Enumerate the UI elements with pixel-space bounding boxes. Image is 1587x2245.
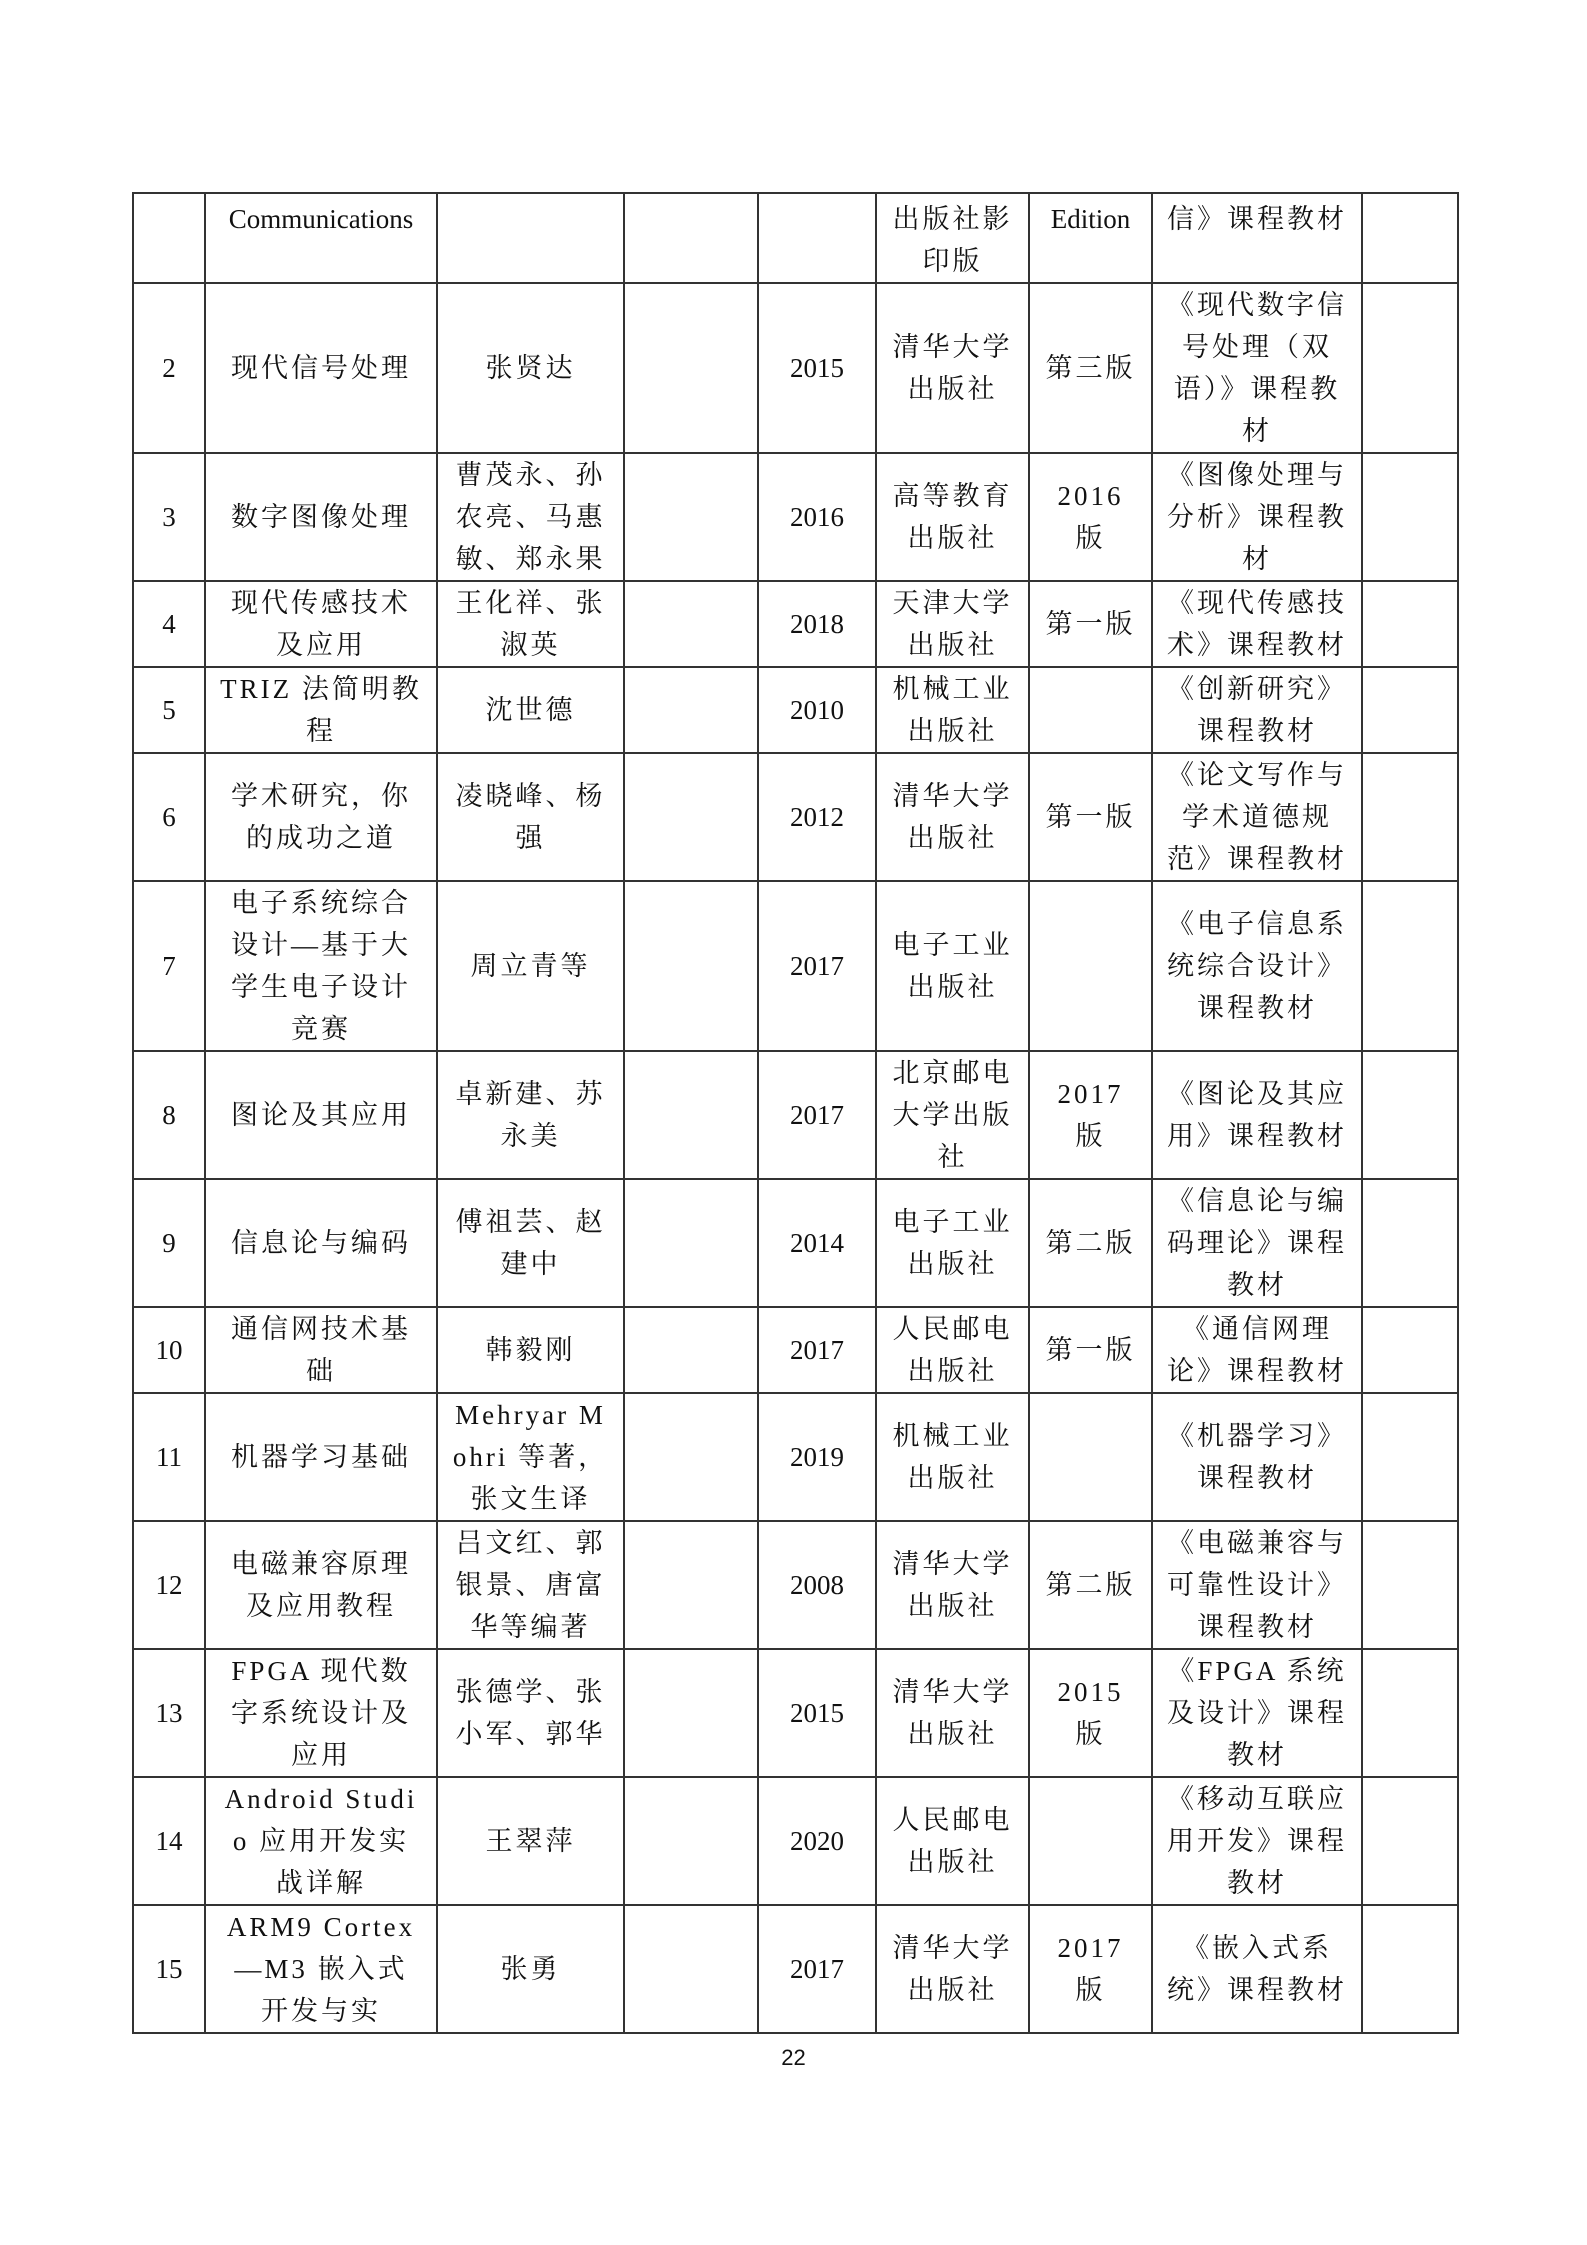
cell-isbn — [624, 1649, 758, 1777]
cell-course: 《图论及其应用》课程教材 — [1152, 1051, 1362, 1179]
cell-author: 沈世德 — [437, 667, 624, 753]
cell-year: 2010 — [758, 667, 876, 753]
cell-course: 《信息论与编码理论》课程教材 — [1152, 1179, 1362, 1307]
cell-year — [758, 193, 876, 283]
cell-isbn — [624, 1307, 758, 1393]
cell-publisher: 清华大学出版社 — [876, 753, 1029, 881]
cell-year: 2012 — [758, 753, 876, 881]
cell-edition: 第一版 — [1029, 753, 1152, 881]
cell-course: 《电子信息系统综合设计》课程教材 — [1152, 881, 1362, 1051]
cell-remark — [1362, 1051, 1458, 1179]
cell-publisher: 天津大学出版社 — [876, 581, 1029, 667]
cell-course: 《电磁兼容与可靠性设计》课程教材 — [1152, 1521, 1362, 1649]
table-row-continued — [133, 193, 1458, 283]
cell-title: 现代信号处理 — [205, 283, 437, 453]
cell-publisher: 清华大学出版社 — [876, 283, 1029, 453]
cell-isbn — [624, 1521, 758, 1649]
cell-no: 2 — [133, 283, 205, 453]
cell-no: 15 — [133, 1905, 205, 2033]
cell-author: 凌晓峰、杨强 — [437, 753, 624, 881]
cell-title: 电子系统综合设计—基于大学生电子设计竞赛 — [205, 881, 437, 1051]
cell-course: 《创新研究》课程教材 — [1152, 667, 1362, 753]
cell-year: 2017 — [758, 1905, 876, 2033]
cell-course: 信》课程教材 — [1152, 193, 1362, 283]
textbook-table — [132, 192, 1459, 2034]
cell-edition: 第一版 — [1029, 1307, 1152, 1393]
cell-title: 机器学习基础 — [205, 1393, 437, 1521]
cell-no: 13 — [133, 1649, 205, 1777]
cell-no: 10 — [133, 1307, 205, 1393]
table-row — [133, 581, 1458, 667]
cell-isbn — [624, 581, 758, 667]
cell-publisher: 清华大学出版社 — [876, 1521, 1029, 1649]
cell-edition: Edition — [1029, 193, 1152, 283]
cell-remark — [1362, 667, 1458, 753]
cell-edition — [1029, 1393, 1152, 1521]
cell-no: 14 — [133, 1777, 205, 1905]
cell-publisher: 人民邮电出版社 — [876, 1307, 1029, 1393]
cell-year: 2014 — [758, 1179, 876, 1307]
cell-no: 7 — [133, 881, 205, 1051]
cell-no: 6 — [133, 753, 205, 881]
cell-remark — [1362, 1905, 1458, 2033]
cell-publisher: 电子工业出版社 — [876, 881, 1029, 1051]
cell-remark — [1362, 1649, 1458, 1777]
cell-no: 5 — [133, 667, 205, 753]
cell-isbn — [624, 1051, 758, 1179]
cell-title: 电磁兼容原理及应用教程 — [205, 1521, 437, 1649]
cell-course: 《现代数字信号处理（双语）》课程教材 — [1152, 283, 1362, 453]
cell-isbn — [624, 1179, 758, 1307]
cell-remark — [1362, 1393, 1458, 1521]
cell-course: 《机器学习》课程教材 — [1152, 1393, 1362, 1521]
cell-publisher: 高等教育出版社 — [876, 453, 1029, 581]
cell-remark — [1362, 193, 1458, 283]
cell-title: Communications — [205, 193, 437, 283]
cell-no: 8 — [133, 1051, 205, 1179]
table-row — [133, 1393, 1458, 1521]
cell-remark — [1362, 1777, 1458, 1905]
cell-author: 王化祥、张淑英 — [437, 581, 624, 667]
table-row — [133, 1649, 1458, 1777]
cell-title: FPGA 现代数字系统设计及应用 — [205, 1649, 437, 1777]
cell-publisher: 出版社影印版 — [876, 193, 1029, 283]
cell-isbn — [624, 193, 758, 283]
cell-publisher: 机械工业出版社 — [876, 667, 1029, 753]
table-row — [133, 453, 1458, 581]
table-row — [133, 1179, 1458, 1307]
cell-author: 张贤达 — [437, 283, 624, 453]
cell-title: 现代传感技术及应用 — [205, 581, 437, 667]
cell-title: ARM9 Cortex—M3 嵌入式开发与实 — [205, 1905, 437, 2033]
cell-publisher: 清华大学出版社 — [876, 1905, 1029, 2033]
cell-title: 通信网技术基础 — [205, 1307, 437, 1393]
cell-author: 韩毅刚 — [437, 1307, 624, 1393]
cell-remark — [1362, 1307, 1458, 1393]
cell-author: 张德学、张小军、郭华 — [437, 1649, 624, 1777]
cell-no: 11 — [133, 1393, 205, 1521]
cell-title: 信息论与编码 — [205, 1179, 437, 1307]
table-row — [133, 667, 1458, 753]
table-body — [133, 193, 1458, 2033]
cell-edition — [1029, 881, 1152, 1051]
cell-isbn — [624, 453, 758, 581]
table-row — [133, 753, 1458, 881]
table-row — [133, 1307, 1458, 1393]
table-row — [133, 1521, 1458, 1649]
cell-publisher: 人民邮电出版社 — [876, 1777, 1029, 1905]
cell-author: 张勇 — [437, 1905, 624, 2033]
cell-author: Mehryar Mohri 等著，张文生译 — [437, 1393, 624, 1521]
cell-course: 《论文写作与学术道德规范》课程教材 — [1152, 753, 1362, 881]
cell-edition — [1029, 1777, 1152, 1905]
cell-edition: 2017 版 — [1029, 1905, 1152, 2033]
cell-isbn — [624, 881, 758, 1051]
cell-no: 3 — [133, 453, 205, 581]
cell-isbn — [624, 283, 758, 453]
cell-edition: 2017 版 — [1029, 1051, 1152, 1179]
cell-course: 《通信网理论》课程教材 — [1152, 1307, 1362, 1393]
cell-title: 数字图像处理 — [205, 453, 437, 581]
cell-author: 王翠萍 — [437, 1777, 624, 1905]
cell-isbn — [624, 753, 758, 881]
cell-course: 《FPGA 系统及设计》课程教材 — [1152, 1649, 1362, 1777]
cell-year: 2017 — [758, 881, 876, 1051]
cell-no: 9 — [133, 1179, 205, 1307]
cell-edition: 2015 版 — [1029, 1649, 1152, 1777]
table-row — [133, 881, 1458, 1051]
cell-course: 《嵌入式系统》课程教材 — [1152, 1905, 1362, 2033]
cell-publisher: 清华大学出版社 — [876, 1649, 1029, 1777]
cell-title: TRIZ 法简明教程 — [205, 667, 437, 753]
table-row — [133, 1777, 1458, 1905]
cell-remark — [1362, 1179, 1458, 1307]
cell-edition: 2016 版 — [1029, 453, 1152, 581]
cell-author: 曹茂永、孙农亮、马惠敏、郑永果 — [437, 453, 624, 581]
table-row — [133, 1905, 1458, 2033]
cell-isbn — [624, 1777, 758, 1905]
cell-isbn — [624, 1393, 758, 1521]
cell-remark — [1362, 283, 1458, 453]
cell-title: Android Studio 应用开发实战详解 — [205, 1777, 437, 1905]
cell-no: 4 — [133, 581, 205, 667]
cell-year: 2018 — [758, 581, 876, 667]
cell-year: 2017 — [758, 1051, 876, 1179]
cell-isbn — [624, 1905, 758, 2033]
cell-title: 图论及其应用 — [205, 1051, 437, 1179]
cell-year: 2016 — [758, 453, 876, 581]
cell-edition: 第一版 — [1029, 581, 1152, 667]
cell-author: 卓新建、苏永美 — [437, 1051, 624, 1179]
cell-edition: 第三版 — [1029, 283, 1152, 453]
cell-no: 12 — [133, 1521, 205, 1649]
cell-remark — [1362, 581, 1458, 667]
table-row — [133, 1051, 1458, 1179]
cell-year: 2019 — [758, 1393, 876, 1521]
page-number: 22 — [781, 2045, 806, 2070]
cell-remark — [1362, 453, 1458, 581]
cell-year: 2015 — [758, 283, 876, 453]
cell-edition: 第二版 — [1029, 1521, 1152, 1649]
cell-course: 《图像处理与分析》课程教材 — [1152, 453, 1362, 581]
cell-remark — [1362, 1521, 1458, 1649]
cell-year: 2015 — [758, 1649, 876, 1777]
cell-author: 傅祖芸、赵建中 — [437, 1179, 624, 1307]
cell-remark — [1362, 753, 1458, 881]
cell-title: 学术研究，你的成功之道 — [205, 753, 437, 881]
cell-publisher: 机械工业出版社 — [876, 1393, 1029, 1521]
cell-isbn — [624, 667, 758, 753]
cell-author: 吕文红、郭银景、唐富华等编著 — [437, 1521, 624, 1649]
cell-author — [437, 193, 624, 283]
cell-course: 《现代传感技术》课程教材 — [1152, 581, 1362, 667]
cell-no — [133, 193, 205, 283]
cell-publisher: 电子工业出版社 — [876, 1179, 1029, 1307]
cell-edition — [1029, 667, 1152, 753]
cell-publisher: 北京邮电大学出版社 — [876, 1051, 1029, 1179]
cell-year: 2017 — [758, 1307, 876, 1393]
cell-year: 2008 — [758, 1521, 876, 1649]
cell-remark — [1362, 881, 1458, 1051]
cell-edition: 第二版 — [1029, 1179, 1152, 1307]
table-row — [133, 283, 1458, 453]
cell-year: 2020 — [758, 1777, 876, 1905]
cell-course: 《移动互联应用开发》课程教材 — [1152, 1777, 1362, 1905]
cell-author: 周立青等 — [437, 881, 624, 1051]
